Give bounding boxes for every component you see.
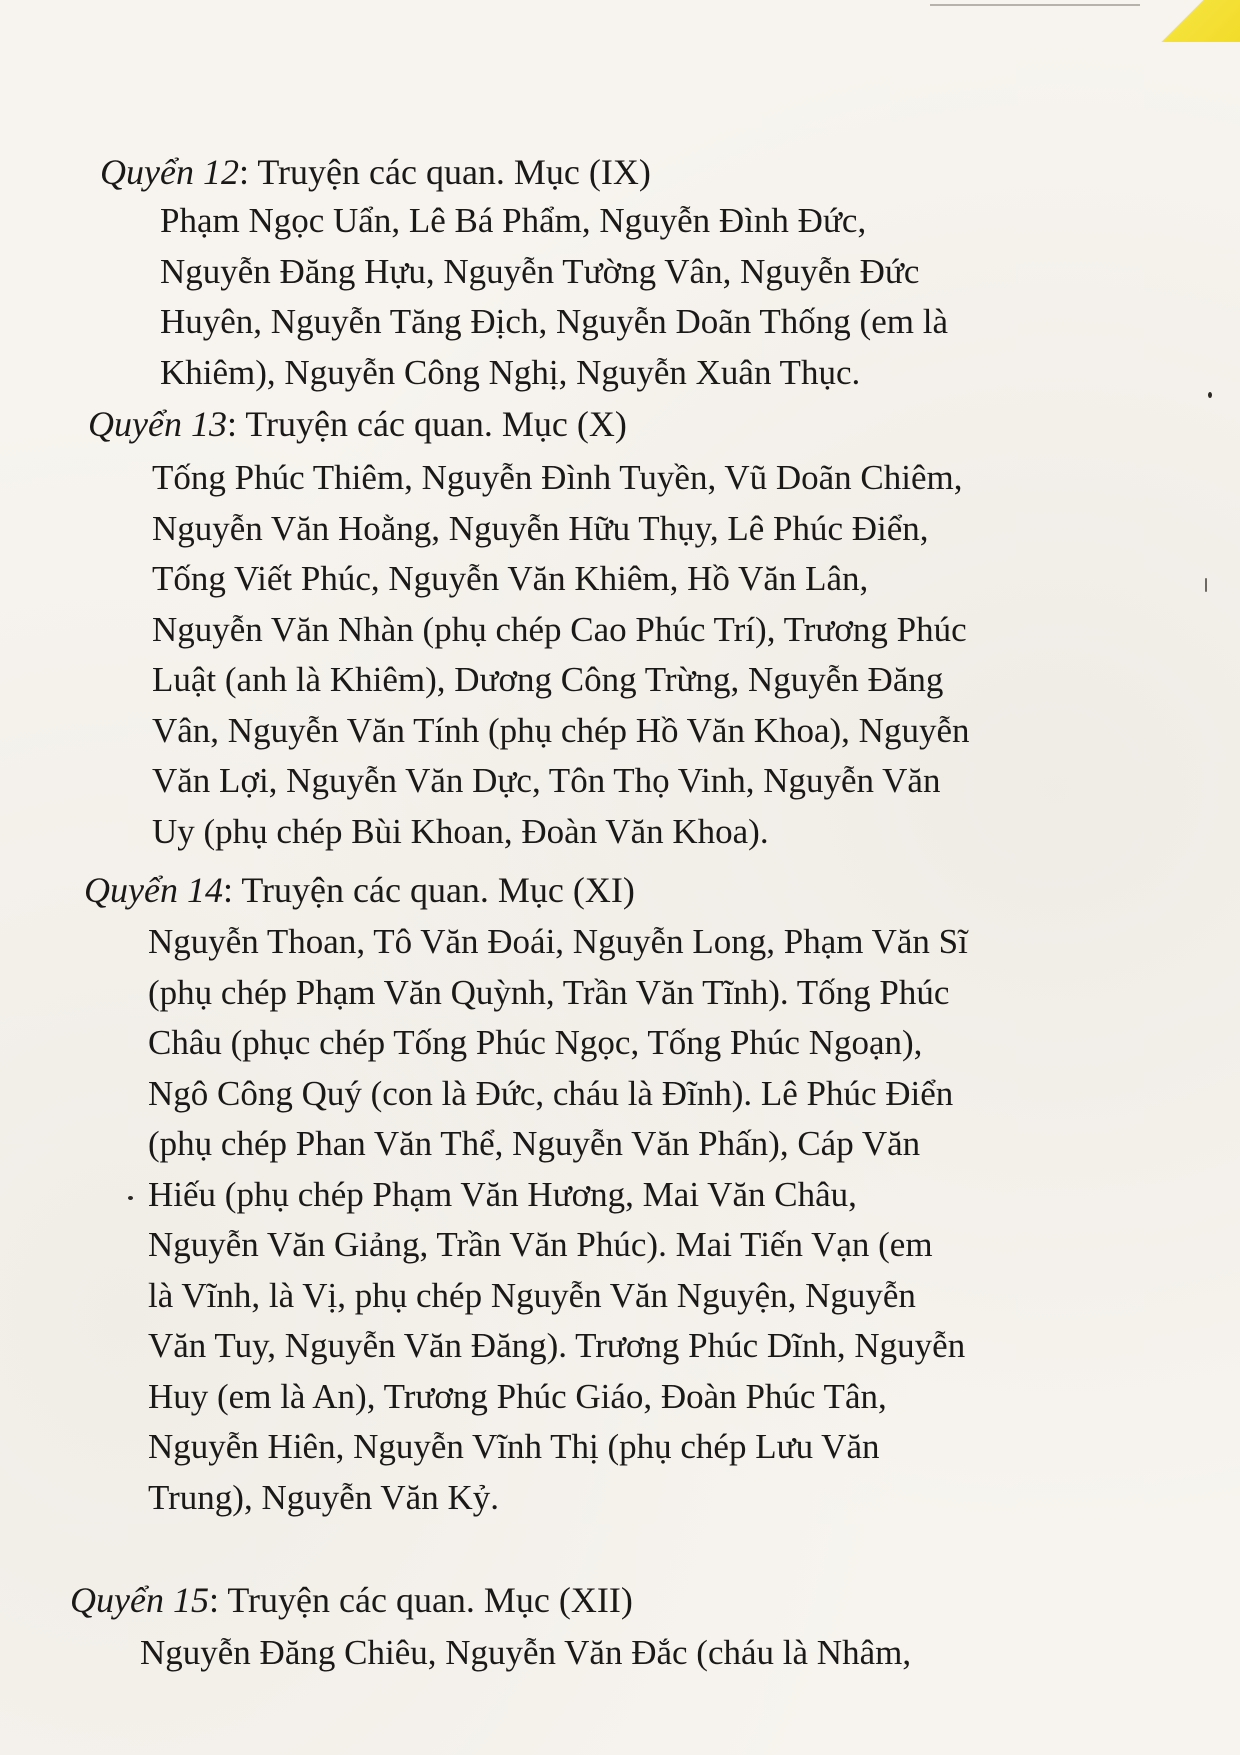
entry-line: (phụ chép Phan Văn Thể, Nguyễn Văn Phấn), Cáp Văn — [148, 1124, 921, 1163]
entry-line: Tống Phúc Thiêm, Nguyễn Đình Tuyền, Vũ Doãn Chiêm, — [152, 458, 963, 497]
volume-14-heading — [84, 868, 635, 912]
volume-13-title: : Truyện các quan. Mục (X) — [226, 404, 627, 444]
scan-speck — [1205, 578, 1207, 592]
entry-line: Vân, Nguyễn Văn Tính (phụ chép Hồ Văn Khoa), Nguyễn — [152, 710, 970, 750]
volume-15-entries — [140, 1628, 911, 1679]
volume-15-label: Quyển 15 — [70, 1580, 209, 1620]
volume-13-entries — [152, 453, 969, 857]
entry-line: Phạm Ngọc Uẩn, Lê Bá Phẩm, Nguyễn Đình Đức, — [160, 201, 867, 240]
entry-line: Nguyễn Đăng Chiêu, Nguyễn Văn Đắc (cháu là Nhâm, — [140, 1633, 912, 1672]
entry-line: Văn Tuy, Nguyễn Văn Đăng). Trương Phúc Dĩnh, Nguyễn — [148, 1326, 966, 1365]
entry-line: Trung), Nguyễn Văn Kỷ. — [148, 1477, 499, 1517]
entry-line: Nguyễn Đăng Hựu, Nguyễn Tường Vân, Nguyễn Đức — [160, 251, 920, 291]
page-edge-line — [930, 4, 1140, 6]
entry-line: Luật (anh là Khiêm), Dương Công Trừng, Nguyễn Đăng — [152, 660, 944, 699]
volume-12-title: : Truyện các quan. Mục (IX) — [238, 152, 651, 192]
entry-line: Nguyễn Văn Hoằng, Nguyễn Hữu Thụy, Lê Phúc Điển, — [152, 508, 929, 548]
volume-15-heading — [70, 1578, 633, 1622]
entry-line: là Vĩnh, là Vị, phụ chép Nguyễn Văn Nguyện, Nguyễn — [148, 1275, 916, 1315]
entry-line: Nguyễn Văn Giảng, Trần Văn Phúc). Mai Tiến Vạn (em — [148, 1225, 933, 1264]
entry-line: Văn Lợi, Nguyễn Văn Dực, Tôn Thọ Vinh, Nguyễn Văn — [152, 761, 941, 800]
volume-12-label: Quyển 12 — [100, 152, 239, 192]
entry-line: Nguyễn Văn Nhàn (phụ chép Cao Phúc Trí), Trương Phúc — [152, 609, 967, 649]
volume-13-label: Quyển 13 — [88, 404, 227, 444]
volume-12-entries — [160, 196, 948, 398]
entry-line: Châu (phục chép Tống Phúc Ngọc, Tống Phúc Ngoạn), — [148, 1023, 923, 1062]
entry-line: Hiếu (phụ chép Phạm Văn Hương, Mai Văn Châu, — [148, 1174, 857, 1214]
entry-line: Nguyễn Thoan, Tô Văn Đoái, Nguyễn Long, Phạm Văn Sĩ — [148, 922, 968, 961]
entry-line: (phụ chép Phạm Văn Quỳnh, Trần Văn Tĩnh). Tống Phúc — [148, 972, 950, 1012]
entry-line: Khiêm), Nguyễn Công Nghị, Nguyễn Xuân Thục. — [160, 352, 861, 392]
scan-speck — [1208, 392, 1212, 398]
entry-line: Nguyễn Hiên, Nguyễn Vĩnh Thị (phụ chép Lưu Văn — [148, 1427, 880, 1466]
volume-13-heading — [88, 402, 627, 446]
volume-14-label: Quyển 14 — [84, 870, 223, 910]
scan-speck — [128, 1196, 133, 1200]
entry-line: Huyên, Nguyễn Tăng Địch, Nguyễn Doãn Thống (em là — [160, 302, 948, 341]
corner-highlight-mark — [1150, 0, 1240, 42]
volume-14-title: : Truyện các quan. Mục (XI) — [222, 870, 635, 910]
entry-line: Huy (em là An), Trương Phúc Giáo, Đoàn Phúc Tân, — [148, 1376, 887, 1416]
entry-line: Tống Viết Phúc, Nguyễn Văn Khiêm, Hồ Văn Lân, — [152, 559, 869, 598]
volume-15-title: : Truyện các quan. Mục (XII) — [208, 1580, 633, 1620]
entry-line: Ngô Công Quý (con là Đức, cháu là Đĩnh). Lê Phúc Điển — [148, 1073, 954, 1113]
volume-14-entries — [148, 917, 968, 1523]
entry-line: Uy (phụ chép Bùi Khoan, Đoàn Văn Khoa). — [152, 811, 769, 851]
volume-12-heading — [100, 150, 651, 194]
